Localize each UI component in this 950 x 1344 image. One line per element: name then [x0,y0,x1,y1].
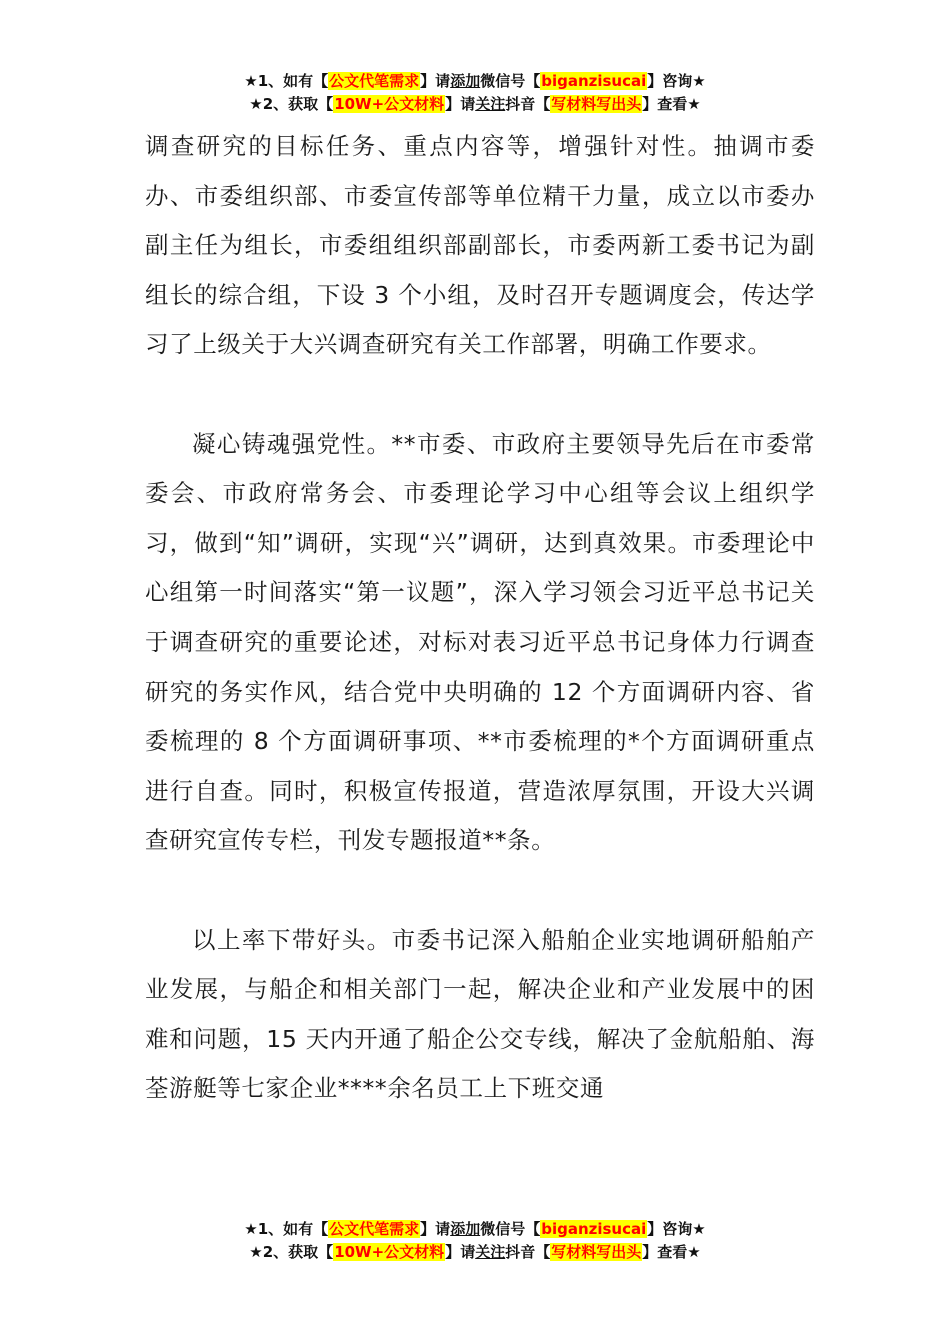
paragraph-gap [145,370,815,420]
banner-text: 】请 [445,95,476,113]
header-banner [0,70,950,116]
paragraph-gap [145,866,815,916]
banner-underline: 添加 [450,1220,481,1238]
banner-text: ★1、如有【 [244,72,329,90]
banner-text: ★2、获取【 [249,95,334,113]
banner-underline: 添加 [450,72,481,90]
banner-highlight: biganzisucai [541,1220,647,1238]
paragraph-yishang: 以上率下带好头。市委书记深入船舶企业实地调研船舶产业发展，与船企和相关部门一起，解决企业和产业发展中的困难和问题，15 天内开通了船企公交专线，解决了金航船舶、海荃游艇等七家企业****余名员工上下班交通 [145,925,815,1103]
banner-highlight: 写材料写出头 [551,1243,642,1261]
header-banner-line-1 [0,70,950,93]
banner-highlight: 10W+公文材料 [334,95,445,113]
footer-banner-line-2 [0,1241,950,1264]
banner-highlight: biganzisucai [541,72,647,90]
footer-banner [0,1218,950,1264]
banner-underline: 关注 [475,1243,506,1261]
banner-text: 】请 [420,72,451,90]
paragraph-continued: 调查研究的目标任务、重点内容等，增强针对性。抽调市委办、市委组织部、市委宣传部等单位精干力量，成立以市委办副主任为组长，市委组组织部副部长，市委两新工委书记为副组长的综合组，下设 3 个小组，及时召开专题调度会，传达学习了上级关于大兴调查研究有关工作部署，明确工作要求。 [145,132,815,359]
banner-highlight: 公文代笔需求 [329,1220,420,1238]
banner-text: ★2、获取【 [249,1243,334,1261]
banner-text: 抖音【 [505,1243,551,1261]
banner-text: 】咨询★ [647,1220,706,1238]
banner-highlight: 10W+公文材料 [334,1243,445,1261]
paragraph-ningxin: 凝心铸魂强党性。**市委、市政府主要领导先后在市委常委会、市政府常务会、市委理论学习中心组等会议上组织学习，做到“知”调研，实现“兴”调研，达到真效果。市委理论中心组第一时间落实“第一议题”，深入学习领会习近平总书记关于调查研究的重要论述，对标对表习近平总书记身体力行调查研究的务实作风，结合党中央明确的 12 个方面调研内容、省委梳理的 8 个方面调研事项、**市委梳理的*个方面调研重点进行自查。同时，积极宣传报道，营造浓厚氛围，开设大兴调查研究宣传专栏，刊发专题报道**条。 [145,429,815,855]
banner-text: 】咨询★ [647,72,706,90]
banner-highlight: 写材料写出头 [551,95,642,113]
banner-text: 】请 [420,1220,451,1238]
banner-underline: 关注 [475,95,506,113]
banner-text: 】请 [445,1243,476,1261]
banner-text: 微信号【 [480,72,541,90]
footer-banner-line-1 [0,1218,950,1241]
banner-text: 】查看★ [642,1243,701,1261]
banner-text: 抖音【 [505,95,551,113]
document-body [145,122,815,1114]
banner-text: ★1、如有【 [244,1220,329,1238]
banner-text: 微信号【 [480,1220,541,1238]
banner-highlight: 公文代笔需求 [329,72,420,90]
banner-text: 】查看★ [642,95,701,113]
header-banner-line-2 [0,93,950,116]
